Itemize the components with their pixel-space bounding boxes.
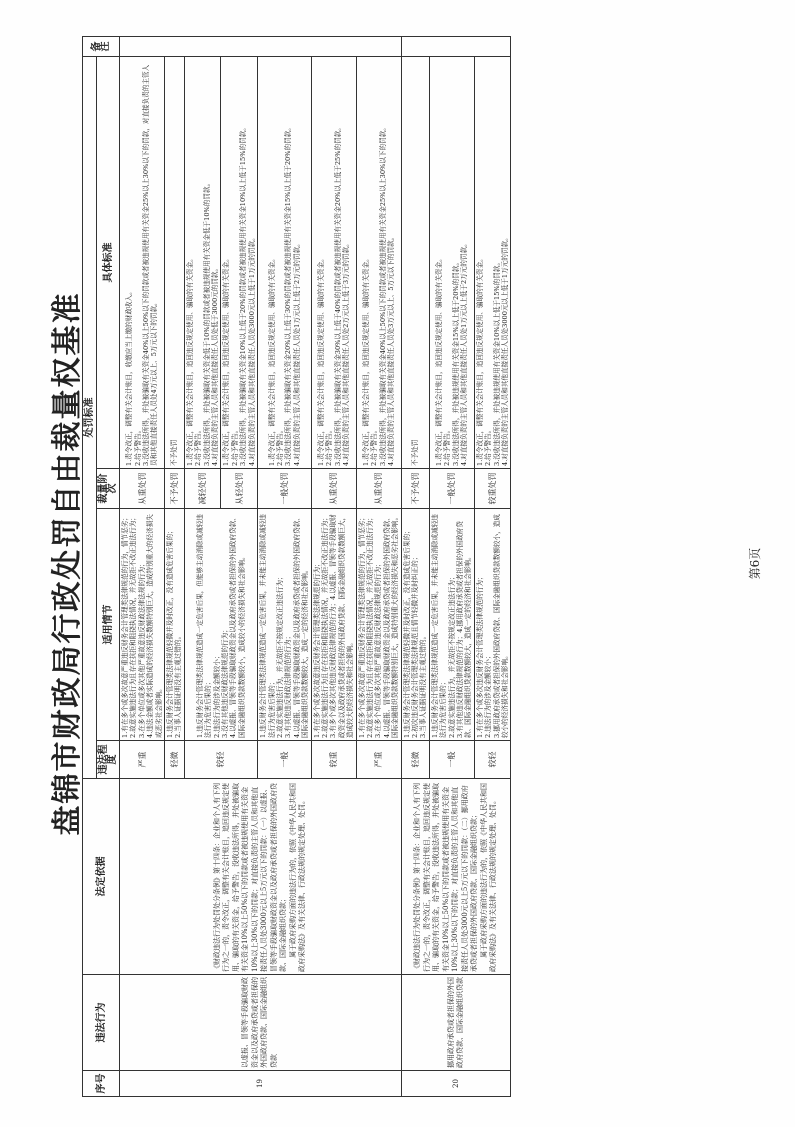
circumstance-header: 适用情节	[97, 509, 120, 741]
standard-cell: 1.责令改正，调整有关会计账目，追回违反规定使用、骗取的有关资金。 2.给予警告。 3.没收违法所得，并处被骗取有关资金10%以上低于20%的罚款或者被违规使用有关资金10%以上低于15%的罚款。 4.对直接负责的主管人员和其他直接责任人员处3000元以上低于1万元的罚款。	[221, 57, 258, 469]
page-number: 第6页	[748, 547, 762, 580]
standard-cell: 不予处罚	[165, 57, 185, 469]
degree-cell: 较轻	[184, 741, 257, 779]
seq-cell: 20	[401, 1071, 511, 1097]
header-row-1	[83, 37, 97, 1097]
degree-cell: 严重	[120, 741, 165, 779]
degree-cell: 较轻	[474, 741, 511, 779]
degree-cell: 一般	[258, 741, 311, 779]
standard-cell: 1.责令改正，调整有关会计账目，追回违反规定使用、骗取的有关资金。 2.给予警告。 3.没收违法所得，并处被骗取有关资金30%以上低于40%的罚款或者被违规使用有关资金20%以上低于25%的罚款。 4.对直接负责的主管人员和其他直接责任人员处2万元以上低于3万元的罚款。	[311, 57, 356, 469]
standard-cell: 1.责令改正，调整有关会计账目，追回违反规定使用、骗取的有关资金。 2.给予警告。 3.没收违法所得，并处被骗取有关资金20%以上低于30%的罚款或者被违规使用有关资金15%以上低于20%的罚款。 4.对直接负责的主管人员和其他直接责任人员处1万元以上低于2万元的罚款。	[258, 57, 311, 469]
circumstance-cell: 1.有在多个或多次故意违反财务会计管理类法律规范的行为； 2.故意实施违法行为且存在抗拒和阻挠执法情况，并无故拒不改正违法行为； 3.有多个或多次其他违反财政法律规范的行为；4.以虚报、冒领等手段骗取财政资金以及政府承贷或者担保的外国政府贷款、国际金融组织贷款数额巨大，造成较大的经济损失和社会影响。	[311, 509, 356, 741]
circumstance-cell: 1.有在多个或多次故意严重违反财务会计管理类法律规范的行为，情节恶劣； 2.故意实施违法行为且存在抗拒和阻挠执法情况，并无故拒不改正违法行为； 3.在多个单位或多次其他严重故意违反财政法律规范的行为； 4.以虚报、冒领等手段骗取财政资金以及政府承贷或者担保的外国政府贷款、国际金融组织贷款数额特别巨大，造成特别重大的经济损失和恶劣社会影响。	[356, 509, 401, 741]
discretion-cell: 减轻处罚	[184, 469, 221, 509]
standard-cell: 1.责令改正，调整有关会计账目，追回违反规定使用、骗取的有关资金。 2.给予警告。 3.没收违法所得，并处被骗取有关资金40%以上50%以下的罚款或者被违规使用有关资金25%以上30%以下的罚款。 4.对直接负责的主管人员和其他直接责任人员处3万元以上、5万元以下的罚款。	[356, 57, 401, 469]
standard-header: 具体标准	[97, 57, 120, 469]
circumstance-cell: 1.违反财务会计管理类法律规范轻微并及时改正，没有造成危害后果的； 2.初次违反财务会计管理类法律规范且情节轻微并及时纠正的； 3.当事人证据证明没有主观过错的。	[401, 509, 429, 741]
standard-cell: 1.责令改正，调整有关会计账目，收缴应当上缴的财政收入。 2.给予警告。 3.没收违法所得，并处被骗取有关资金40%以上50%以下的罚款或者被违规使用有关资金25%以上30%以下的罚款，对直接负责的主管人员和其他直接责任人员处4万元以上、5万元以下的罚款。	[120, 57, 165, 469]
remarks-header: 备注	[83, 37, 120, 57]
violation-cell: 挪用政府承贷或者担保的外国政府贷款、国际金融组织贷款	[401, 975, 511, 1071]
discretion-cell: 不予处罚	[401, 469, 429, 509]
degree-cell: 轻微	[165, 741, 185, 779]
seq-cell: 19	[120, 1071, 402, 1097]
discretion-cell: 较重处罚	[474, 469, 511, 509]
standard-cell: 1.责令改正，调整有关会计账目，追回违反规定使用、骗取的有关资金。 2.给予警告。 3.没收违法所得，并处被违规使用有关资金10%以上低于15%的罚款。 4.对直接负责的主管人员和其他直接责任人员处3000元以上低于1万元的罚款。	[474, 57, 511, 469]
circumstance-cell: 1.违反财务会计管理类法律规范轻微并及时改正，没有造成危害后果的； 2.当事人证据证明没有主观过错的。	[165, 509, 185, 741]
page-title: 盘锦市财政局行政处罚自由裁量权基准	[50, 291, 85, 836]
seq-header: 序号	[83, 1071, 120, 1097]
circumstance-cell: 1.有在多个或多次故意严重违反财务会计管理类法律规范的行为，情节恶劣； 2.故意实施违法行为且存在抗拒和阻挠执法情况，并无故拒不改正违法行为； 3.在多个单位或多次其他严重故意违反财政法律法规的行为； 4.违法金额或者实际造成的经济损失数额特别巨大，造成特别重大的经济损失或恶劣社会影响。	[120, 509, 165, 741]
discretion-cell: 从重处罚	[120, 469, 165, 509]
discretion-cell: 从重处罚	[311, 469, 356, 509]
circumstance-cell: 1.有在多个或多次违反财务会计管理类法律规范的行为； 2.违法行为的涉及金额较小； 3.挪用政府承贷或者担保的外国政府贷款、国际金融组织贷款数额较小，造成较小的经济损失和社会影响。	[474, 509, 511, 741]
standard-cell: 1.责令改正，调整有关会计账目，追回违反规定使用、骗取的有关资金。 2.给予警告。 3.没收违法所得，并处被违规使用有关资金15%以上低于20%的罚款。 4.对直接负责的主管人员和其他直接责任人员处1万元以上低于2万元的罚款。	[429, 57, 474, 469]
standard-cell: 不予处罚	[401, 57, 429, 469]
discretion-cell: 不予处罚	[165, 469, 185, 509]
violation-cell: 以虚报、冒领等手段骗取财政资金以及政府承贷或者担保的外国政府贷款、国际金融组织贷款	[120, 975, 402, 1071]
degree-header: 违法程度	[97, 741, 120, 779]
violation-header: 违法行为	[83, 975, 120, 1071]
circumstance-cell: 1.违反财务会计管理类法律规范造成一定危害后果，并未能主动消除或减轻违法行为危害后果的； 2.故意实施违法行为，并无故拒不按规定改正违法行为； 3.有其他违反财政法律规范的行为；4.挪用政府承贷或者担保的外国政府贷款、国际金融组织贷款数额较大，造成一定的经济和社会影响。	[429, 509, 474, 741]
discretion-cell: 一般处罚	[429, 469, 474, 509]
degree-cell: 严重	[356, 741, 401, 779]
legal-basis-header: 法定依据	[83, 779, 120, 975]
remarks-cell	[120, 37, 402, 57]
degree-cell: 较重	[311, 741, 356, 779]
standard-cell: 1.责令改正，调整有关会计账目，追回违反规定使用、骗取的有关资金。 2.给予警告。 3.没收违法所得，并处被骗取有关资金低于10%的罚款或者被违规使用有关资金低于10%的罚款。 4.对直接负责的主管人员和其他直接责任人员处低于3000元的罚款。	[184, 57, 221, 469]
degree-cell: 轻微	[401, 741, 429, 779]
legal-basis-cell: 《财政违法行为处罚处分条例》第十四条：企业和个人有下列行为之一的，责令改正，调整有关会计账目，追回违反规定使用、骗取的有关资金，给予警告，没收违法所得，并处被骗取有关资金10%以上50%以下的罚款或者被违规使用有关资金10%以上30%以下的罚款；对直接负责的主管人员和其他直接责任人员处3000元以上5万元以下的罚款：（二）挪用政府承贷或者担保的外国政府贷款、国际金融组织贷款； 属于政府采购方面的违法行为的，依照《中华人民共和国政府采购法》及有关法律、行政法规的规定处理、处罚。	[401, 779, 511, 975]
circumstance-cell: 1.违反财务会计管理类法律规范造成一定危害后果，并未能主动消除或减轻违法行为危害后果的； 2.故意实施违法行为，并无故拒不按规定改正违法行为； 3.有其他违反财政法律规范的行为； 4.以虚报、冒领等手段骗取财政资金以及政府承贷或者担保的外国政府贷款、国际金融组织贷款数额较大，造成一定的经济和社会影响。	[258, 509, 311, 741]
table-row	[120, 37, 165, 1097]
discretion-cell: 从轻处罚	[221, 469, 258, 509]
remarks-cell	[401, 37, 511, 57]
discretion-cell: 从重处罚	[356, 469, 401, 509]
penalty-standard-header: 处罚标准	[83, 57, 97, 779]
discretion-header: 裁量阶次	[97, 469, 120, 509]
circumstance-cell: 1.违反财务会计管理类法律规范造成一定危害后果，但能够主动消除或减轻违法行为危害后果的； 2.违法行为的涉及金额较小； 3.没有其他违反财政法律规范的行为； 4.以虚报、冒领等手段骗取财政资金以及政府承贷或者担保的外国政府贷款、国际金融组织贷款数额较小，造成较小的经济损失和社会影响。	[184, 509, 257, 741]
legal-basis-cell: 《财政违法行为处罚处分条例》第十四条：企业和个人有下列行为之一的，责令改正，调整有关会计账目，追回违反规定使用、骗取的有关资金，给予警告，没收违法所得，并处被骗取有关资金10%以上50%以下的罚款或者被违规使用有关资金10%以上30%以下的罚款；对直接负责的主管人员和其他直接责任人员处3000元以上5万元以下的罚款：（一）以虚报、冒领等手段骗取财政资金以及政府承贷或者担保的外国政府贷款、国际金融组织贷款； 属于政府采购方面的违法行为的，依照《中华人民共和国政府采购法》及有关法律、行政法规的规定处理、处罚。	[120, 779, 402, 975]
table-row	[401, 37, 429, 1097]
discretion-cell: 一般处罚	[258, 469, 311, 509]
degree-cell: 一般	[429, 741, 474, 779]
discretion-table	[82, 36, 511, 1097]
